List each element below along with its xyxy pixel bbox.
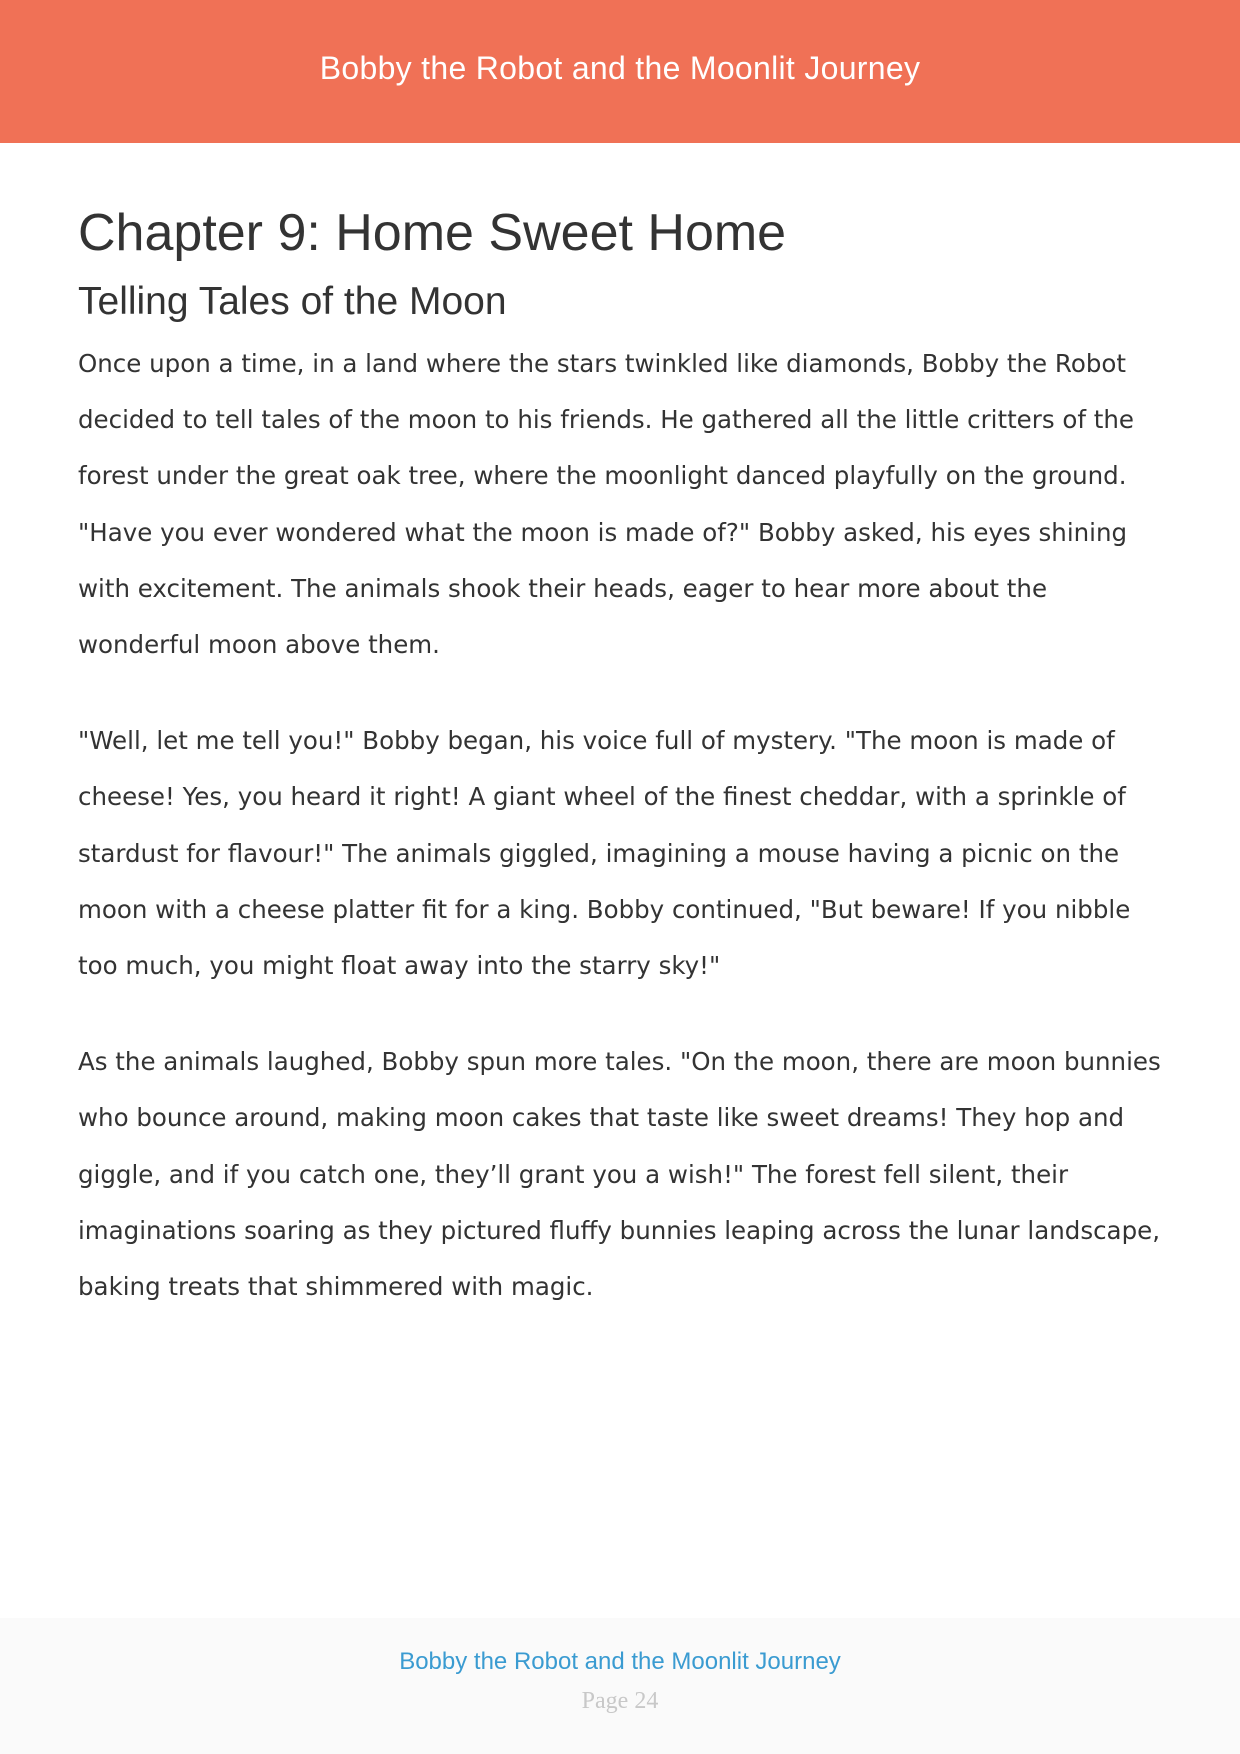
page-content	[78, 200, 1168, 1355]
section-title: Telling Tales of the Moon	[78, 280, 507, 323]
footer-area	[0, 1618, 1240, 1754]
story-paragraph-2: "Well, let me tell you!" Bobby began, his voice full of mystery. "The moon is made of cheese! Yes, you heard it right! A giant wheel of the finest cheddar, with a sprinkle of stardust for flavour!" The animals giggled, imagining a mouse having a picnic on the moon with a cheese platter fit for a king. Bobby continued, "But beware! If you nibble too much, you might float away into the starry sky!"	[78, 726, 1131, 981]
header-title: Bobby the Robot and the Moonlit Journey	[319, 50, 921, 86]
footer-book-title: Bobby the Robot and the Moonlit Journey	[399, 1648, 841, 1675]
story-paragraph-1: Once upon a time, in a land where the stars twinkled like diamonds, Bobby the Robot decided to tell tales of the moon to his friends. He gathered all the little critters of the forest under the great oak tree, where the moonlight danced playfully on the ground. "Have you ever wondered what the moon is made of?" Bobby asked, his eyes shining with excitement. The animals shook their heads, eager to hear more about the wonderful moon above them.	[78, 349, 1134, 660]
story-paragraph-3: As the animals laughed, Bobby spun more tales. "On the moon, there are moon bunnies who bounce around, making moon cakes that taste like sweet dreams! They hop and giggle, and if you catch one, they’ll grant you a wish!" The forest fell silent, their imaginations soaring as they pictured fluffy bunnies leaping across the lunar landscape, baking treats that shimmered with magic.	[78, 1047, 1161, 1302]
page-number: Page 24	[581, 1688, 659, 1714]
chapter-title: Chapter 9: Home Sweet Home	[78, 204, 787, 262]
